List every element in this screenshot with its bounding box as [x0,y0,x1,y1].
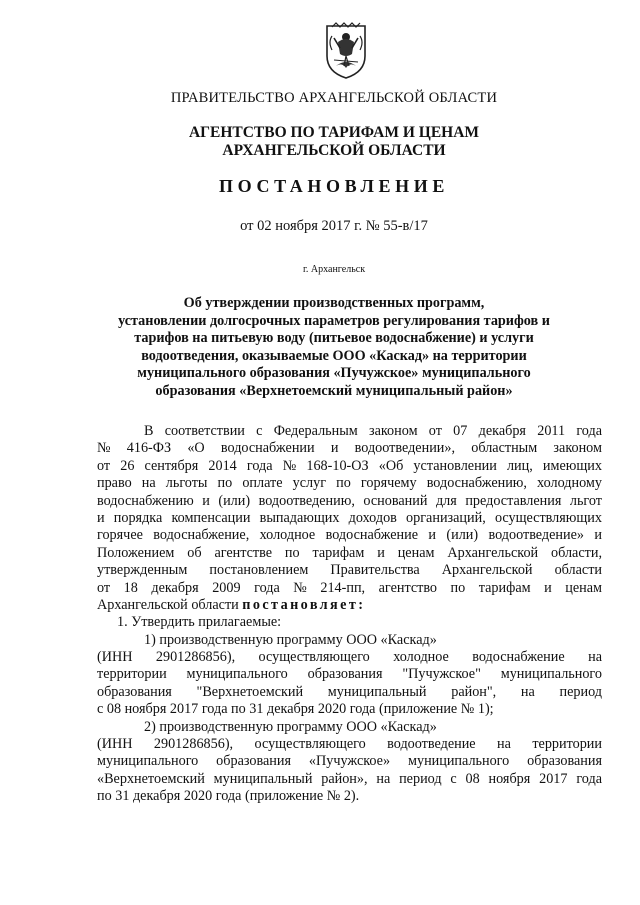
body-line: 1) производственную программу ООО «Каскад» [144,631,437,648]
body-line-text: Архангельской области [97,596,243,613]
city-name: г. Архангельск [302,264,366,275]
body-line: (ИНН 2901286856), осуществляющего водоотведение на территории [97,736,602,753]
subject-line: водоотведения, оказываемые ООО «Каскад» на территории [141,347,527,364]
resolves-keyword: постановляет: [242,596,366,613]
decree-subject [0,295,640,401]
subject-line: муниципального образования «Пучужское» муниципального [137,365,531,382]
decree-body [97,423,602,806]
item-heading: 1. Утвердить прилагаемые: [117,614,282,631]
coat-of-arms-emblem [324,22,368,80]
body-line: по 31 декабря 2020 года (приложение № 2). [97,788,360,805]
body-line: и порядка компенсации выпадающих доходов организаций, осуществляющих [97,509,602,526]
subject-line: установлении долгосрочных параметров регулирования тарифов и [118,312,550,329]
body-line: № 416-ФЗ «О водоснабжении и водоотведении», областным законом [97,440,602,457]
body-line: от 26 сентября 2014 года № 168-10-ОЗ «Об установлении лиц, имеющих [97,457,602,474]
body-line: В соответствии с Федеральным законом от 07 декабря 2011 года [144,423,602,439]
subject-line: Об утверждении производственных программ, [183,295,485,311]
decree-date-number: от 02 ноября 2017 г. № 55-в/17 [240,218,428,234]
body-line: 2) производственную программу ООО «Каскад» [144,718,437,735]
body-line: с 08 ноября 2017 года по 31 декабря 2020 года (приложение № 1); [97,701,494,718]
body-line: горячее водоснабжение, холодное водоснабжение и (или) водоотведение» и [97,527,602,544]
document-type-title: ПОСТАНОВЛЕНИЕ [219,176,449,196]
body-line: (ИНН 2901286856), осуществляющего холодное водоснабжение на [97,649,602,666]
agency-name [0,124,640,160]
agency-name-line: АГЕНТСТВО ПО ТАРИФАМ И ЦЕНАМ [188,124,480,141]
body-line: образования "Верхнетоемский муниципальный район", на период [97,683,602,700]
agency-name-line: АРХАНГЕЛЬСКОЙ ОБЛАСТИ [222,142,446,159]
body-line: водоснабжению и (или) водоотведению, оснований для предоставления льгот [97,492,602,509]
subject-line: образования «Верхнетоемский муниципальный район» [155,382,513,399]
body-line: «Верхнетоемский муниципальный район», на период с 08 ноября 2017 года [97,770,602,787]
body-line: право на льготы по оплате услуг по горячему водоснабжению, холодному [97,475,602,492]
body-line: территории муниципального образования "Пучужское" муниципального [97,666,602,683]
body-line [97,597,602,614]
body-line: от 18 декабря 2009 года № 214-пп, агентство по тарифам и ценам [97,579,602,596]
body-line: Положением об агентстве по тарифам и ценам Архангельской области, [97,544,602,561]
government-name: ПРАВИТЕЛЬСТВО АРХАНГЕЛЬСКОЙ ОБЛАСТИ [170,90,498,106]
body-line: утвержденным постановлением Правительства Архангельской области [97,562,602,579]
body-line: муниципального образования «Пучужское» муниципального образования [97,753,602,770]
subject-line: тарифов на питьевую воду (питьевое водоснабжение) и услуги [134,330,534,347]
